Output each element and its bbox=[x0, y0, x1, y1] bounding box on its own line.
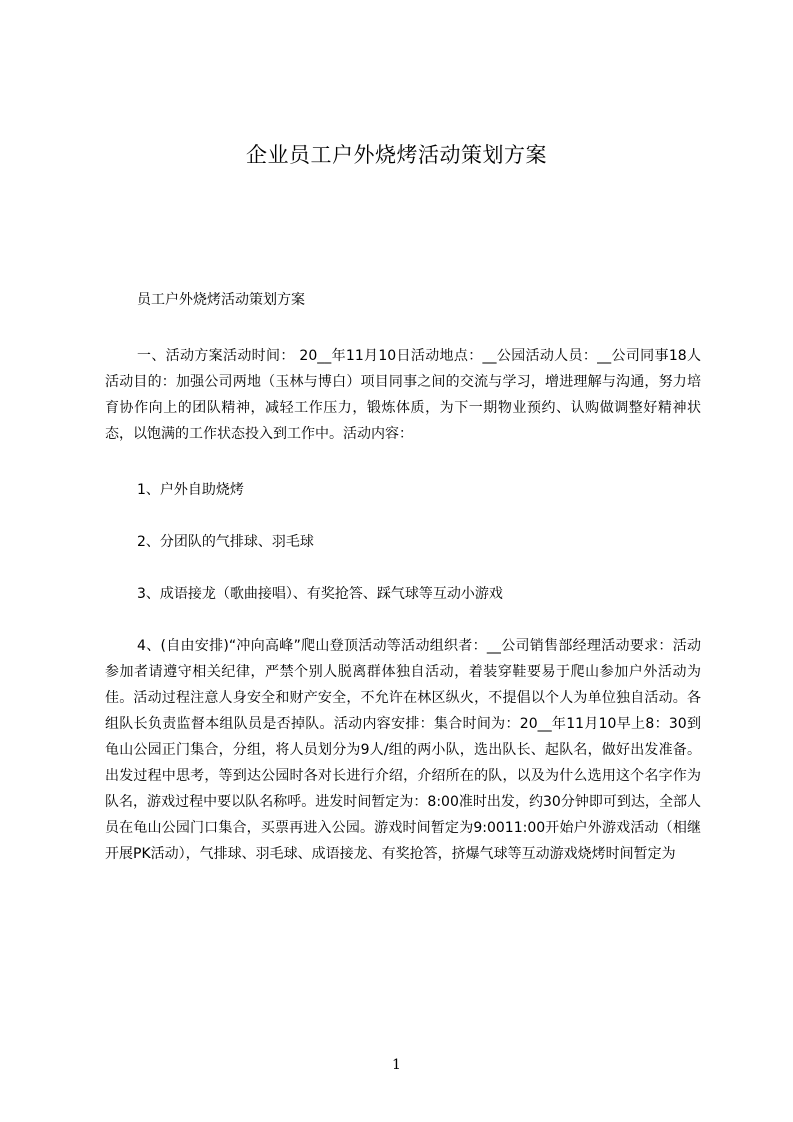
list-item-games: 3、成语接龙（歌曲接唱）、有奖抢答、踩气球等互动小游戏 bbox=[137, 586, 503, 602]
document-subtitle: 员工户外烧烤活动策划方案 bbox=[137, 292, 305, 308]
page-number: 1 bbox=[392, 1057, 401, 1073]
list-item-sports: 2、分团队的气排球、羽毛球 bbox=[137, 534, 314, 550]
paragraph-climbing-schedule: 4、(自由安排)“冲向高峰”爬山登顶活动等活动组织者：__公司销售部经理活动要求：活动参加者请遵守相关纪律，严禁个别人脱离群体独自活动，着装穿鞋要易于爬山参加户外活动为佳。活动过程注意人身安全和财产安全，不允许在林区纵火，不提倡以个人为单位独自活动。各组队长负责监督本组队员是否掉队。活动内容安排：集合时间为：20__年11月10早上8：30到龟山公园正门集合，分组，将人员划分为9人/组的两小队，选出队长、起队名，做好出发准备。出发过程中思考，等到达公园时各对长进行介绍，介绍所在的队，以及为什么选用这个名字作为队名，游戏过程中要以队名称呼。进发时间暂定为：8:00准时出发，约30分钟即可到达，全部人员在龟山公园门口集合，买票再进入公园。游戏时间暂定为9:0011:00开始户外游戏活动（相继开展PK活动），气排球、羽毛球、成语接龙、有奖抢答，挤爆气球等互动游戏烧烤时间暂定为 bbox=[105, 638, 701, 862]
document-title: 企业员工户外烧烤活动策划方案 bbox=[246, 143, 547, 167]
paragraph-activity-overview: 一、活动方案活动时间： 20__年11月10日活动地点：__公园活动人员：__公司同事18人活动目的：加强公司两地（玉林与博白）项目同事之间的交流与学习，增进理解与沟通，努力培育协作向上的团队精神，减轻工作压力，锻炼体质，为下一期物业预约、认购做调整好精神状态，以饱满的工作状态投入到工作中。活动内容： bbox=[105, 348, 701, 442]
list-item-bbq: 1、户外自助烧烤 bbox=[137, 482, 244, 498]
